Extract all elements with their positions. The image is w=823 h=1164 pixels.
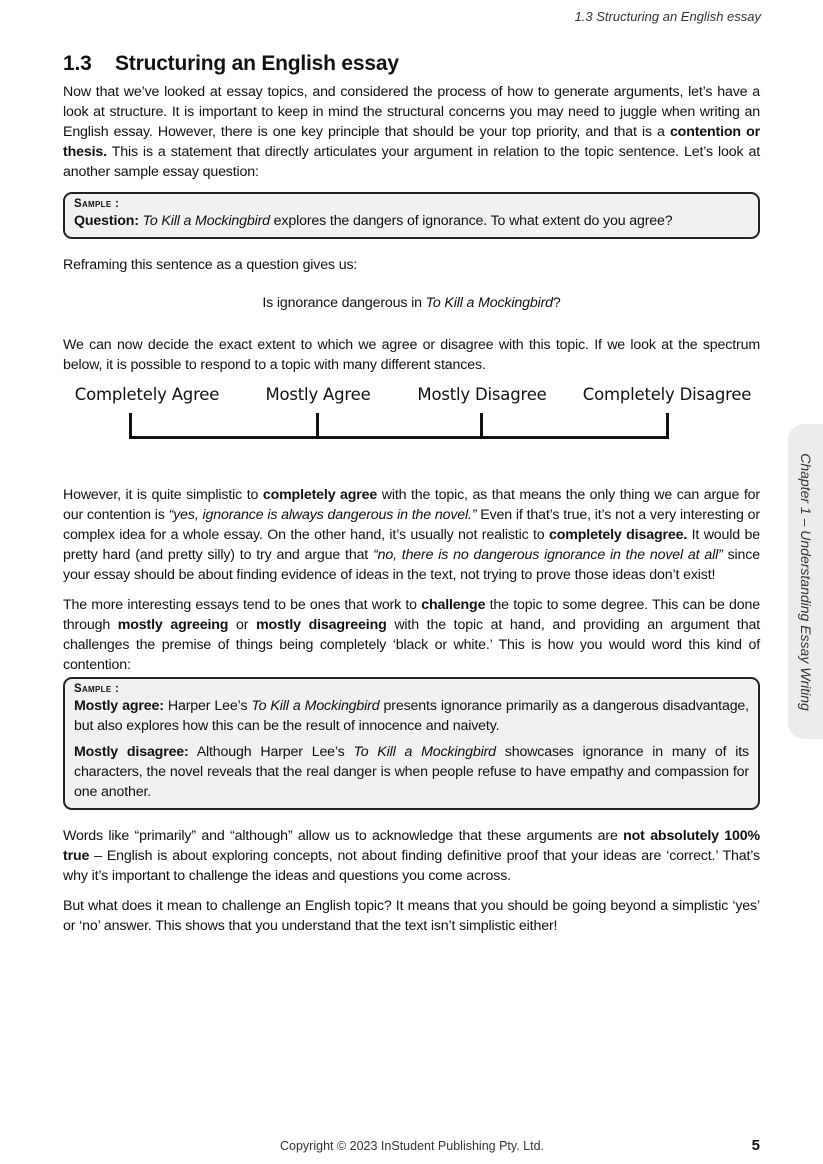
emphasis: completely agree [262,487,378,503]
sample-label: Sample : [74,683,120,695]
section-number: 1.3 [63,52,92,75]
text-run: Although Harper Lee’s [188,744,354,760]
spectrum-intro: We can now decide the exact extent to which we agree or disagree with this topic. If we look at the spectrum below, it is possible to respond to a topic with many different stances. [63,337,760,373]
emphasis: contention or thesis. [63,124,760,160]
text-run: the topic to some degree. This can be done through [63,597,761,633]
text-run: However, it is quite simplistic to [63,487,263,503]
spectrum-label-completely-agree: Completely Agree [74,385,220,404]
book-title: To Kill a Mockingbird [425,295,553,311]
text-run: Even if that’s true, it’s not a very interesting or complex idea for a whole essay. On the other hand, it’s usually not realistic to [63,507,760,543]
text-run: with the topic, as that means the only thing we can argue for our contention is [63,487,760,523]
text-run: – English is about exploring concepts, not about finding definitive proof that your ideas are ‘correct.’ That’s why it’s important to challenge the ideas and questions you come across. [63,848,760,884]
challenge-paragraph [63,595,760,675]
question-label: Question: [74,213,139,229]
reframe-intro: Reframing this sentence as a question gives us: [63,257,358,273]
text-run: Words like “primarily” and “although” allow us to acknowledge that these arguments are [63,828,624,844]
emphasis: challenge [421,597,486,613]
sample-mostly-disagree [74,742,749,802]
emphasis: mostly disagreeing [256,617,387,633]
book-title: To Kill a Mockingbird [251,698,380,714]
emphasis: not absolutely 100% true [63,828,760,864]
chapter-tab-label: Chapter 1 – Understanding Essay Writing [797,452,814,711]
text-run: It would be pretty hard (and pretty silly) to try and argue that [63,527,760,563]
text-run: The more interesting essays tend to be ones that work to [63,597,422,613]
intro-paragraph [63,82,760,182]
spectrum-label-mostly-disagree: Mostly Disagree [417,385,547,404]
text-run: presents ignorance primarily as a dangerous disadvantage, but also explores how this can be the result of innocence and naivety. [74,698,749,734]
stance-label: Mostly disagree: [74,744,189,760]
text-run: or [228,617,257,633]
sample-question [74,211,749,231]
text-run: since your essay should be about finding evidence of ideas in the text, not trying to prove those ideas don’t exist! [63,547,760,583]
page-number: 5 [751,1137,760,1154]
spectrum-label-completely-disagree: Completely Disagree [582,385,752,404]
book-title: To Kill a Mockingbird [353,744,496,760]
spectrum-label-mostly-agree: Mostly Agree [265,385,371,404]
running-head: 1.3 Structuring an English essay [574,9,761,24]
text-run: This is a statement that directly articulates your argument in relation to the topic sentence. Let’s look at another sample essay question: [63,144,760,180]
text-run: ? [552,295,561,311]
section-heading [63,52,760,76]
simplistic-paragraph [63,485,760,585]
section-title: Structuring an English essay [115,52,399,75]
book-title: To Kill a Mockingbird [142,213,270,229]
text-run: showcases ignorance in many of its characters, the novel reveals that the real danger is when people refuse to have empathy and compassion for one another. [74,744,749,800]
sample-contention-box [63,677,760,810]
quote: “no, there is no dangerous ignorance in the novel at all” [373,547,723,563]
chapter-side-tab [788,424,823,739]
text-run: with the topic at hand, and providing an argument that challenges the premise of things being completely ‘black or white.’ This is how you would word this kind of contention: [63,617,760,673]
stance-spectrum-diagram [63,385,760,463]
emphasis: completely disagree. [549,527,688,543]
qualifier-paragraph [63,826,760,886]
emphasis: mostly agreeing [117,617,229,633]
stance-label: Mostly agree: [74,698,164,714]
page-content [63,52,760,946]
text-run: Harper Lee’s [163,698,252,714]
closing-paragraph: But what does it mean to challenge an English topic? It means that you should be going beyond a simplistic ‘yes’ or ‘no’ answer. This shows that you understand that the text isn’t simplistic either! [63,898,760,934]
text-run: Is ignorance dangerous in [262,295,426,311]
text-run: explores the dangers of ignorance. To what extent do you agree? [269,213,673,229]
copyright-footer: Copyright © 2023 InStudent Publishing Pty. Ltd. [280,1139,545,1153]
text-run: Now that we’ve looked at essay topics, and considered the process of how to generate arguments, let’s have a look at structure. It is important to keep in mind the structural concerns you may need to juggle when writing an English essay. However, there is one key principle that should be your top priority, and that is a [63,84,760,140]
quote: “yes, ignorance is always dangerous in the novel.” [168,507,477,523]
spectrum-baseline [129,436,669,439]
sample-mostly-agree [74,696,749,736]
reframed-question [63,293,760,313]
sample-question-box [63,192,760,239]
sample-label: Sample : [74,198,120,210]
